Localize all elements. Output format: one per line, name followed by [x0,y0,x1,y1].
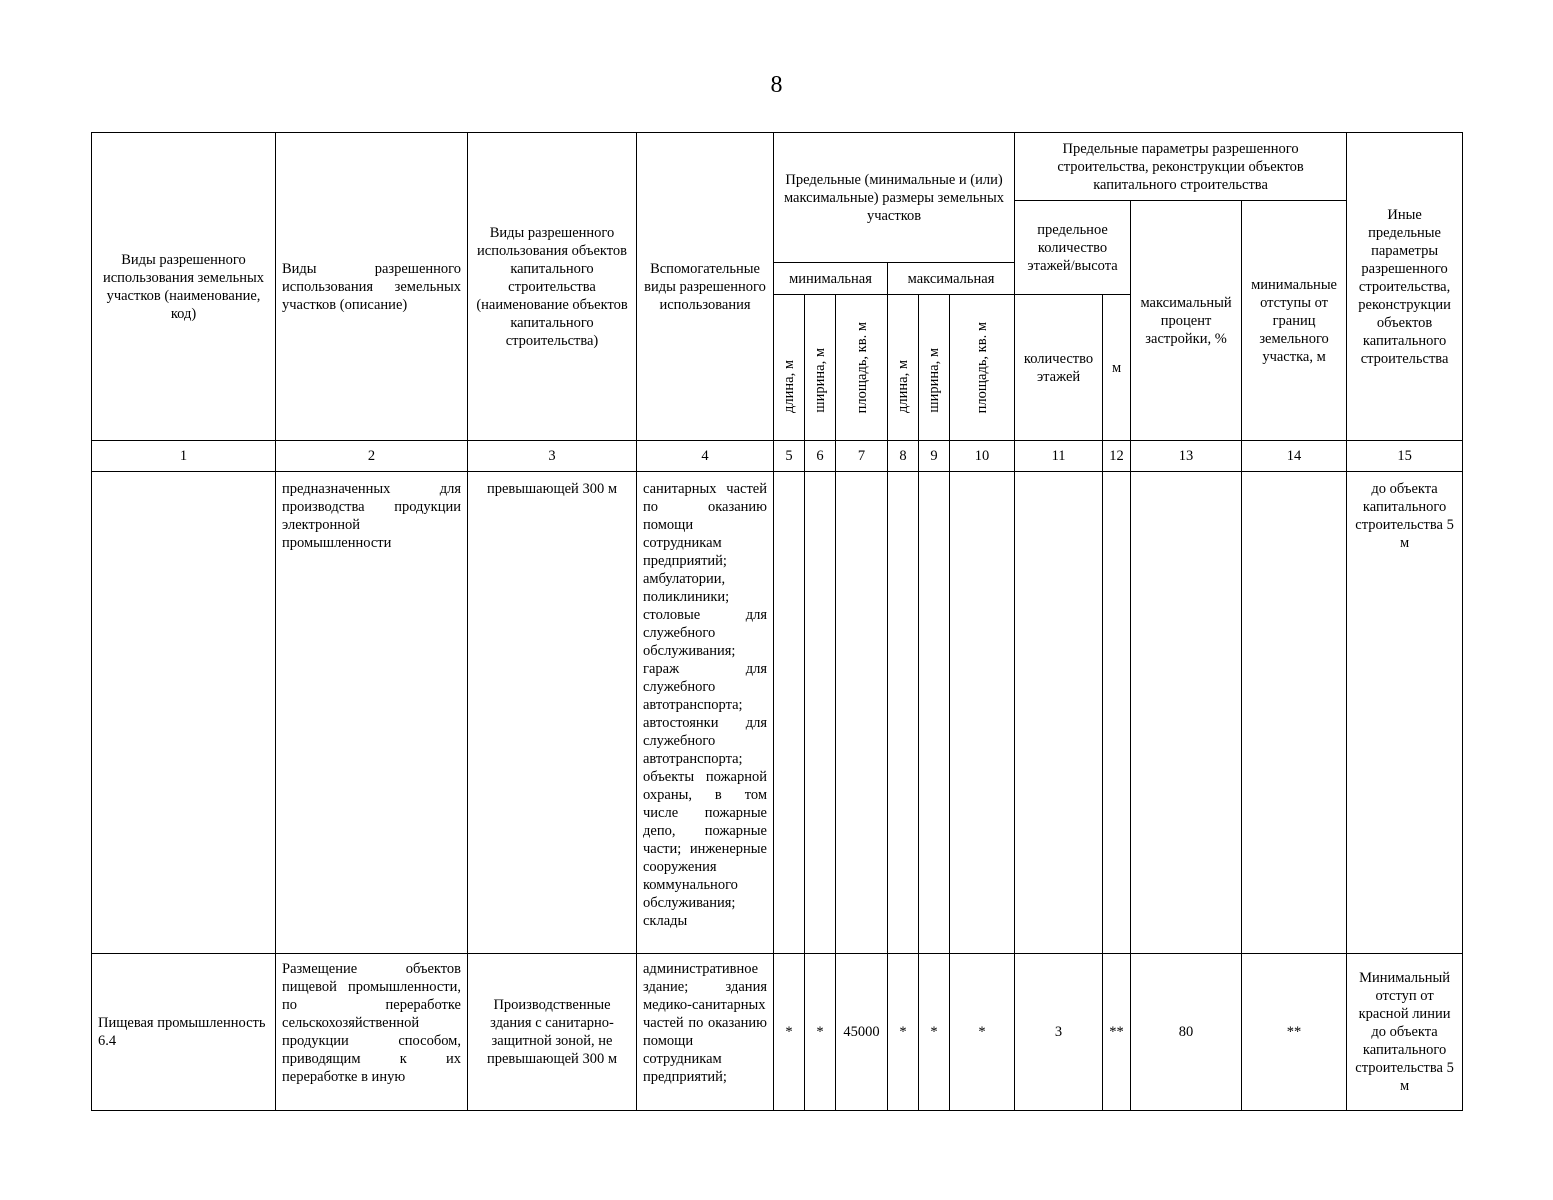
header-max-percent: максимальный процент застройки, % [1131,201,1242,441]
header-max: максимальная [888,263,1015,295]
row1-auxiliary: санитарных частей по оказанию помощи сотрудникам предприятий; амбулатории, поликлиники; столовые для служебного обслуживания; гараж для служебного автотранспорта; автостоянки для служебного автотранспорта; объекты пожарной охраны, в том числе пожарные депо, пожарные части; инженерные сооружения коммунального обслуживания; склады [637,472,774,954]
header-min: минимальная [774,263,888,295]
column-number: 15 [1347,441,1463,472]
header-max-length: длина, м [888,295,919,441]
row2-c9: * [919,954,950,1111]
row2-c8: * [888,954,919,1111]
land-use-table [91,132,1463,1111]
row2-c12: ** [1103,954,1131,1111]
column-number: 2 [276,441,468,472]
column-number: 4 [637,441,774,472]
header-col4: Вспомогательные виды разрешенного использования [637,133,774,441]
row2-c5: * [774,954,805,1111]
row1-c14 [1242,472,1347,954]
header-floors-height: предельное количество этажей/высота [1015,201,1131,295]
row1-c7 [836,472,888,954]
column-number: 8 [888,441,919,472]
row2-description: Размещение объектов пищевой промышленности, по переработке сельскохозяйственной продукции способом, приводящим к их переработке в иную [276,954,468,1111]
column-number: 13 [1131,441,1242,472]
row1-c10 [950,472,1015,954]
column-number: 9 [919,441,950,472]
row1-c13 [1131,472,1242,954]
row2-c11: 3 [1015,954,1103,1111]
row1-c8 [888,472,919,954]
row2-other: Минимальный отступ от красной линии до объекта капитального строительства 5 м [1347,954,1463,1111]
header-min-offsets: минимальные отступы от границ земельного участка, м [1242,201,1347,441]
row1-c12 [1103,472,1131,954]
header-col15: Иные предельные параметры разрешенного строительства, реконструкции объектов капитального строительства [1347,133,1463,441]
row1-c9 [919,472,950,954]
header-min-area: площадь, кв. м [836,295,888,441]
header-row-1 [92,133,1463,201]
row1-c6 [805,472,836,954]
row2-c6: * [805,954,836,1111]
column-number: 5 [774,441,805,472]
column-number: 3 [468,441,637,472]
row1-c11 [1015,472,1103,954]
header-max-area: площадь, кв. м [950,295,1015,441]
column-number: 12 [1103,441,1131,472]
row1-use-code [92,472,276,954]
column-number: 7 [836,441,888,472]
column-number: 14 [1242,441,1347,472]
column-number: 11 [1015,441,1103,472]
header-col2: Виды разрешенного использования земельных участков (описание) [276,133,468,441]
header-floors-count: количество этажей [1015,295,1103,441]
row2-c10: * [950,954,1015,1111]
header-max-width: ширина, м [919,295,950,441]
header-group-sizes: Предельные (минимальные и (или) максимальные) размеры земельных участков [774,133,1015,263]
header-min-width: ширина, м [805,295,836,441]
page-number: 8 [770,72,783,98]
header-m: м [1103,295,1131,441]
row2-auxiliary: административное здание; здания медико-санитарных частей по оказанию помощи сотрудникам предприятий; [637,954,774,1111]
row2-use-code: Пищевая промышленность 6.4 [92,954,276,1111]
column-number: 6 [805,441,836,472]
header-group-params: Предельные параметры разрешенного строительства, реконструкции объектов капитального строительства [1015,133,1347,201]
row1-c5 [774,472,805,954]
row2-objects: Производственные здания с санитарно-защитной зоной, не превышающей 300 м [468,954,637,1111]
header-col1: Виды разрешенного использования земельных участков (наименование, код) [92,133,276,441]
column-numbers-row [92,441,1463,472]
row2-c7: 45000 [836,954,888,1111]
column-number: 1 [92,441,276,472]
header-col3: Виды разрешенного использования объектов капитального строительства (наименование объектов капитального строительства) [468,133,637,441]
row2-c14: ** [1242,954,1347,1111]
header-min-length: длина, м [774,295,805,441]
column-number: 10 [950,441,1015,472]
table-row [92,954,1463,1111]
table-row [92,472,1463,954]
row1-objects: превышающей 300 м [468,472,637,954]
row1-other: до объекта капитального строительства 5 м [1347,472,1463,954]
row2-c13: 80 [1131,954,1242,1111]
row1-description: предназначенных для производства продукции электронной промышленности [276,472,468,954]
